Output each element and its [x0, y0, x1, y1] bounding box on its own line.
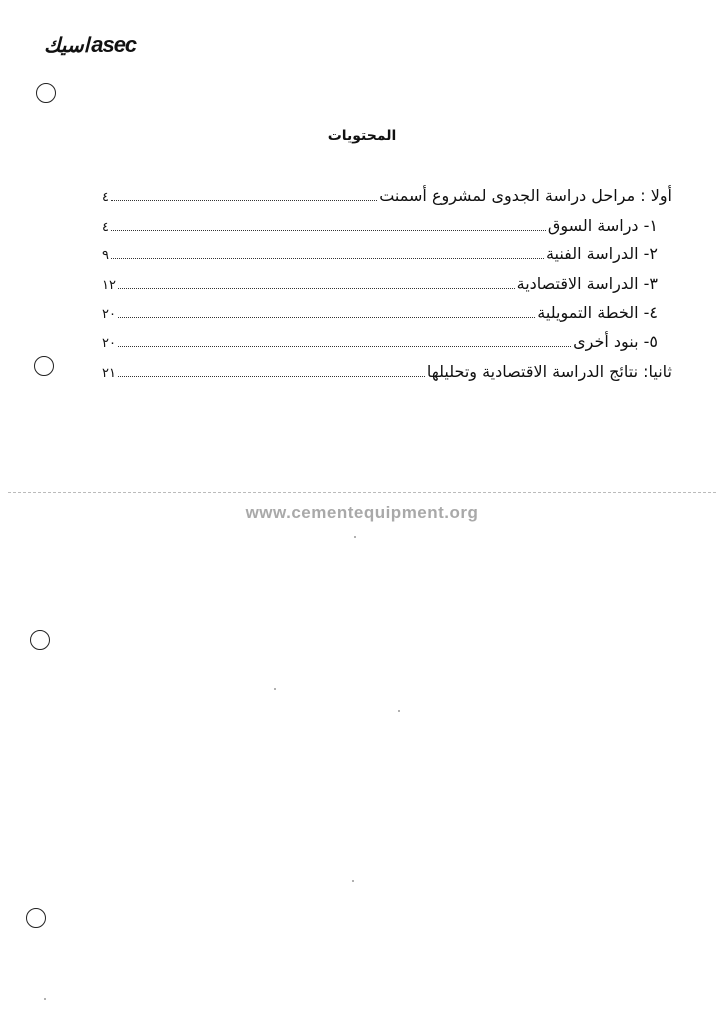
toc-label: ٣- الدراسة الاقتصادية: [516, 274, 658, 293]
toc-label: ثانيا: نتائج الدراسة الاقتصادية وتحليلها: [426, 362, 672, 381]
toc-row-4: [102, 274, 658, 293]
toc-page-number: ٤: [102, 190, 109, 205]
toc-page-number: ٢٠: [102, 336, 116, 351]
toc-label: ١- دراسة السوق: [547, 216, 658, 235]
scan-speck: [274, 688, 276, 690]
toc-row-7: [102, 362, 672, 381]
toc-page-number: ٤: [102, 220, 109, 235]
toc-dot-leader: [118, 375, 425, 377]
scan-fold-line: [8, 492, 716, 493]
punch-hole-3: [30, 630, 50, 650]
punch-hole-2: [34, 356, 54, 376]
toc-dot-leader: [111, 229, 546, 231]
toc-row-3: [102, 244, 658, 263]
toc-dot-leader: [111, 257, 544, 259]
scan-speck: [398, 710, 400, 712]
toc-dot-leader: [118, 345, 571, 347]
page-title: المحتويات: [327, 128, 397, 144]
toc-row-6: [102, 332, 658, 351]
toc-page-number: ٩: [102, 248, 109, 263]
toc-dot-leader: [118, 287, 515, 289]
punch-hole-1: [36, 83, 56, 103]
toc-label: ٥- بنود أخرى: [573, 332, 658, 351]
toc-row-1: [102, 186, 672, 205]
toc-dot-leader: [118, 316, 535, 318]
toc-row-2: [102, 216, 658, 235]
toc-page-number: ٢٠: [102, 307, 116, 322]
toc-page-number: ٢١: [102, 366, 116, 381]
asec-logo: [44, 32, 136, 58]
toc-row-5: [102, 303, 658, 322]
punch-hole-4: [26, 908, 46, 928]
toc-dot-leader: [111, 199, 377, 201]
logo-arabic-text: اسيك: [44, 33, 90, 57]
logo-latin-text: asec: [91, 32, 137, 57]
scan-speck: [352, 880, 354, 882]
toc-label: ٢- الدراسة الفنية: [545, 244, 658, 263]
toc-label: أولا : مراحل دراسة الجدوى لمشروع أسمنت: [379, 186, 672, 205]
scan-speck: [44, 998, 46, 1000]
watermark-url: www.cementequipment.org: [245, 503, 479, 522]
toc-label: ٤- الخطة التمويلية: [537, 303, 658, 322]
scan-speck: [354, 536, 356, 538]
toc-page-number: ١٢: [102, 278, 116, 293]
